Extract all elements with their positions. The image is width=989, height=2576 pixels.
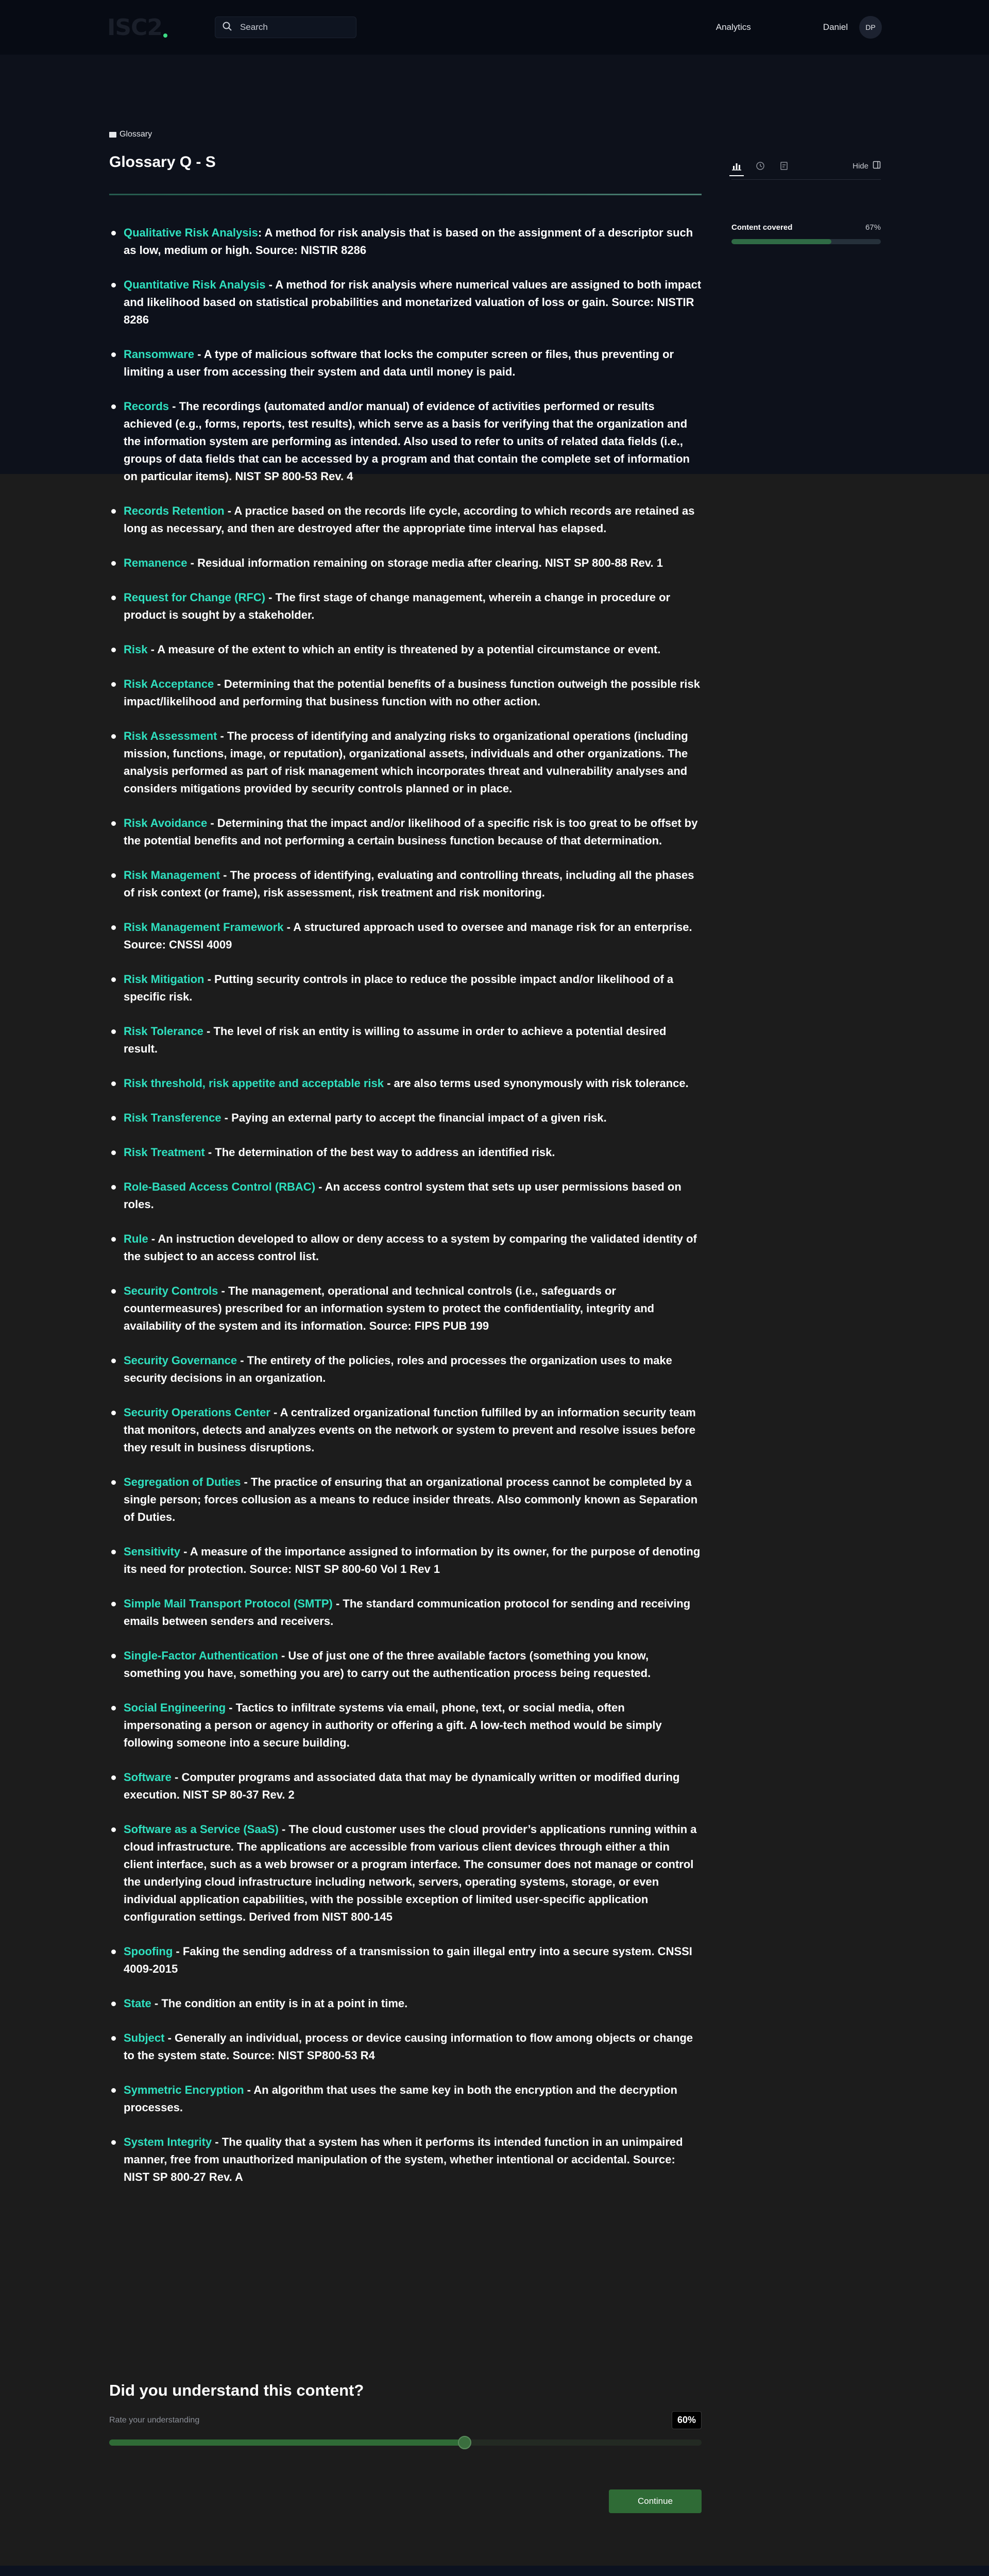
title-divider bbox=[109, 194, 702, 195]
progress-percent: 67% bbox=[865, 223, 881, 232]
glossary-separator: - bbox=[212, 2136, 222, 2148]
glossary-separator: - bbox=[203, 1025, 214, 1038]
breadcrumb[interactable] bbox=[109, 130, 702, 139]
glossary-term: Symmetric Encryption bbox=[124, 2083, 244, 2096]
glossary-entry bbox=[109, 1178, 702, 1213]
glossary-entry bbox=[109, 971, 702, 1006]
glossary-separator: - bbox=[180, 1545, 190, 1558]
glossary-term: Risk bbox=[124, 643, 148, 656]
glossary-term: Rule bbox=[124, 1232, 148, 1245]
search-box[interactable] bbox=[215, 16, 356, 38]
glossary-definition: The management, operational and technical controls (i.e., safeguards or countermeasures) prescribed for an information system to protect the confidentiality, integrity and availability of the system and its information. Source: FIPS PUB 199 bbox=[124, 1284, 655, 1332]
glossary-term: Sensitivity bbox=[124, 1545, 181, 1558]
glossary-separator: - bbox=[270, 1406, 280, 1419]
glossary-entry bbox=[109, 502, 702, 537]
glossary-entry bbox=[109, 554, 702, 572]
glossary-entry bbox=[109, 1699, 702, 1752]
glossary-term: Social Engineering bbox=[124, 1701, 226, 1714]
glossary-separator: - bbox=[187, 556, 198, 569]
progress-label: Content covered bbox=[731, 223, 793, 232]
glossary-separator: - bbox=[151, 1997, 162, 2010]
glossary-separator: - bbox=[204, 973, 215, 986]
glossary-separator: - bbox=[265, 278, 276, 291]
glossary-definition: Putting security controls in place to reduce the possible impact and/or likelihood of a specific risk. bbox=[124, 973, 674, 1003]
glossary-entry bbox=[109, 919, 702, 954]
glossary-definition: A measure of the importance assigned to information by its owner, for the purpose of denoting its need for protection. Source: NIST SP 800-60 Vol 1 Rev 1 bbox=[124, 1545, 701, 1575]
glossary-definition: The standard communication protocol for sending and receiving emails between senders and receivers. bbox=[124, 1597, 691, 1628]
glossary-definition: The condition an entity is in at a point in time. bbox=[161, 1997, 408, 2010]
content-progress-header bbox=[731, 223, 881, 232]
continue-button[interactable]: Continue bbox=[609, 2489, 702, 2513]
glossary-definition: The level of risk an entity is willing to assume in order to achieve a potential desired result. bbox=[124, 1025, 667, 1055]
glossary-definition: A measure of the extent to which an entity is threatened by a potential circumstance or event. bbox=[157, 643, 661, 656]
glossary-definition: An algorithm that uses the same key in both the encryption and the decryption processes. bbox=[124, 2083, 677, 2114]
glossary-separator: - bbox=[147, 643, 158, 656]
glossary-entry bbox=[109, 1230, 702, 1265]
logo-dot bbox=[163, 33, 167, 38]
glossary-term: Role-Based Access Control (RBAC) bbox=[124, 1180, 316, 1193]
glossary-separator: - bbox=[383, 1077, 394, 1090]
glossary-separator: - bbox=[171, 1771, 182, 1784]
glossary-entry bbox=[109, 1075, 702, 1092]
glossary-separator: - bbox=[169, 400, 179, 413]
glossary-definition: Faking the sending address of a transmission to gain illegal entry into a secure system. CNSSI 4009-2015 bbox=[124, 1945, 692, 1975]
glossary-definition: A practice based on the records life cycle, according to which records are retained as long as necessary, and then are destroyed after the appropriate time interval has elapsed. bbox=[124, 504, 695, 535]
glossary-term: Risk Treatment bbox=[124, 1146, 205, 1159]
analytics-link[interactable]: Analytics bbox=[715, 22, 751, 32]
glossary-entry bbox=[109, 1352, 702, 1387]
isc2-logo[interactable] bbox=[107, 14, 167, 41]
glossary-term: Request for Change (RFC) bbox=[124, 591, 265, 604]
glossary-term: Security Controls bbox=[124, 1284, 218, 1297]
glossary-definition: Computer programs and associated data that may be dynamically written or modified during execution. NIST SP 80-37 Rev. 2 bbox=[124, 1771, 680, 1801]
breadcrumb-label: Glossary bbox=[120, 130, 152, 139]
glossary-term: Security Operations Center bbox=[124, 1406, 270, 1419]
rate-value: 60% bbox=[672, 2411, 702, 2429]
notes-icon[interactable] bbox=[779, 161, 789, 171]
glossary-definition: The cloud customer uses the cloud provider’s applications running within a cloud infrastructure. The applications are accessible from various client devices through either a thin client interface, such as a web browser or a program interface. The consumer does not manage or control the underlying cloud infrastructure including network, servers, operating systems, storage, or even individual application capabilities, with the possible exception of limited user-specific application configuration settings. Derived from NIST 800-145 bbox=[124, 1823, 697, 1923]
glossary-entry bbox=[109, 675, 702, 710]
glossary-separator: : bbox=[258, 226, 265, 239]
glossary-entry bbox=[109, 1144, 702, 1161]
glossary-entry bbox=[109, 727, 702, 798]
avatar[interactable]: DP bbox=[859, 16, 882, 39]
collapse-panel-icon bbox=[873, 161, 881, 171]
top-header bbox=[0, 0, 989, 55]
glossary-entry bbox=[109, 1473, 702, 1526]
glossary-term: Risk Transference bbox=[124, 1111, 221, 1124]
glossary-entry bbox=[109, 1282, 702, 1335]
glossary-separator: - bbox=[173, 1945, 183, 1958]
glossary-term: Segregation of Duties bbox=[124, 1476, 241, 1488]
glossary-term: Spoofing bbox=[124, 1945, 173, 1958]
logo-text: ISC2 bbox=[107, 14, 162, 41]
glossary-separator: - bbox=[332, 1597, 343, 1610]
footer bbox=[0, 2566, 989, 2576]
glossary-separator: - bbox=[217, 730, 227, 742]
glossary-term: Risk Mitigation bbox=[124, 973, 204, 986]
rate-label: Rate your understanding bbox=[109, 2415, 200, 2425]
glossary-entry bbox=[109, 1943, 702, 1978]
glossary-entry bbox=[109, 1023, 702, 1058]
glossary-separator: - bbox=[220, 869, 230, 882]
glossary-entry bbox=[109, 346, 702, 381]
glossary-entry bbox=[109, 1995, 702, 2012]
glossary-entry bbox=[109, 1109, 702, 1127]
glossary-definition: Determining that the potential benefits of a business function outweigh the possible risk impact/likelihood and performing that business function with no other action. bbox=[124, 677, 700, 708]
main-content bbox=[109, 130, 702, 2203]
glossary-separator: - bbox=[148, 1232, 158, 1245]
hide-sidebar-button[interactable] bbox=[852, 161, 881, 171]
glossary-term: Risk Management Framework bbox=[124, 921, 284, 934]
glossary-definition: A centralized organizational function fulfilled by an information security team that monitors, detects and analyzes events on the network or system to prevent and resolve issues before they result in business disruptions. bbox=[124, 1406, 696, 1454]
glossary-entry bbox=[109, 1647, 702, 1682]
glossary-term: Records bbox=[124, 400, 169, 413]
glossary-list bbox=[109, 224, 702, 2186]
glossary-term: Risk Tolerance bbox=[124, 1025, 203, 1038]
content-progress-bar bbox=[731, 239, 881, 244]
glossary-definition: An instruction developed to allow or deny access to a system by comparing the validated identity of the subject to an access control list. bbox=[124, 1232, 697, 1263]
glossary-separator: - bbox=[278, 1823, 289, 1836]
glossary-definition: A type of malicious software that locks the computer screen or files, thus preventing or limiting a user from accessing their system and data until money is paid. bbox=[124, 348, 674, 378]
glossary-definition: Tactics to infiltrate systems via email, phone, text, or social media, often impersonating a person or agency in authority or offering a gift. A low-tech method would be simply following someone into a secure building. bbox=[124, 1701, 662, 1749]
glossary-term: Security Governance bbox=[124, 1354, 237, 1367]
glossary-entry bbox=[109, 276, 702, 329]
glossary-definition: Paying an external party to accept the financial impact of a given risk. bbox=[231, 1111, 607, 1124]
glossary-entry bbox=[109, 224, 702, 259]
glossary-term: State bbox=[124, 1997, 151, 2010]
user-name[interactable]: Daniel bbox=[823, 22, 848, 32]
glossary-entry bbox=[109, 2029, 702, 2064]
content-progress-fill bbox=[731, 239, 831, 244]
glossary-definition: The practice of ensuring that an organizational process cannot be completed by a single person; forces collusion as a means to reduce insider threats. Also commonly known as Separation of Duties. bbox=[124, 1476, 698, 1523]
glossary-entry bbox=[109, 2081, 702, 2116]
glossary-term: Risk threshold, risk appetite and acceptable risk bbox=[124, 1077, 384, 1090]
glossary-definition: An access control system that sets up user permissions based on roles. bbox=[124, 1180, 681, 1211]
glossary-separator: - bbox=[226, 1701, 236, 1714]
glossary-term: Simple Mail Transport Protocol (SMTP) bbox=[124, 1597, 333, 1610]
hide-label: Hide bbox=[852, 161, 868, 171]
glossary-term: Risk Assessment bbox=[124, 730, 217, 742]
glossary-separator: - bbox=[244, 2083, 254, 2096]
glossary-term: Subject bbox=[124, 2031, 165, 2044]
glossary-term: Ransomware bbox=[124, 348, 194, 361]
sidebar-divider bbox=[731, 179, 881, 180]
glossary-term: Records Retention bbox=[124, 504, 225, 517]
glossary-separator: - bbox=[278, 1649, 288, 1662]
glossary-term: Qualitative Risk Analysis bbox=[124, 226, 258, 239]
glossary-definition: A structured approach used to oversee and manage risk for an enterprise. Source: CNSSI 4009 bbox=[124, 921, 692, 951]
glossary-term: Risk Management bbox=[124, 869, 220, 882]
glossary-definition: Residual information remaining on storage media after clearing. NIST SP 800-88 Rev. 1 bbox=[197, 556, 663, 569]
glossary-entry bbox=[109, 2133, 702, 2186]
rate-row bbox=[109, 2411, 702, 2429]
glossary-separator: - bbox=[224, 504, 234, 517]
glossary-separator: - bbox=[283, 921, 294, 934]
glossary-entry bbox=[109, 398, 702, 485]
glossary-definition: A method for risk analysis that is based on the assignment of a descriptor such as low, medium or high. Source: NISTIR 8286 bbox=[124, 226, 693, 257]
glossary-entry bbox=[109, 1595, 702, 1630]
slider-fill bbox=[109, 2439, 465, 2446]
glossary-term: Software as a Service (SaaS) bbox=[124, 1823, 279, 1836]
glossary-entry bbox=[109, 1769, 702, 1804]
glossary-term: Risk Avoidance bbox=[124, 817, 208, 829]
glossary-definition: Determining that the impact and/or likelihood of a specific risk is too great to be offset by the potential benefits and not performing a certain business function because of that determination. bbox=[124, 817, 698, 847]
glossary-separator: - bbox=[237, 1354, 247, 1367]
page-body bbox=[0, 55, 989, 2576]
glossary-term: Risk Acceptance bbox=[124, 677, 214, 690]
glossary-entry bbox=[109, 1821, 702, 1926]
glossary-definition: are also terms used synonymously with risk tolerance. bbox=[394, 1077, 689, 1090]
glossary-definition: A method for risk analysis where numerical values are assigned to both impact and likelihood based on statistical probabilities and monetarized valuation of loss or gain. Source: NISTIR 8286 bbox=[124, 278, 702, 326]
glossary-separator: - bbox=[315, 1180, 325, 1193]
glossary-definition: The recordings (automated and/or manual) of evidence of activities performed or results achieved (e.g., forms, reports, test results), which serve as a basis for verifying that the organization and the information system are performing as intended. Also used to refer to units of related data fields (i.e., groups of data fields that can be accessed by a program and that contain the complete set of information on particular items). NIST SP 800-53 Rev. 4 bbox=[124, 400, 690, 483]
search-input[interactable] bbox=[240, 22, 343, 32]
glossary-entry bbox=[109, 867, 702, 902]
glossary-definition: Use of just one of the three available factors (something you know, something you have, something you are) to carry out the authentication process being requested. bbox=[124, 1649, 651, 1680]
glossary-separator: - bbox=[204, 1146, 215, 1159]
glossary-definition: The quality that a system has when it performs its intended function in an unimpaired manner, free from unauthorized manipulation of the system, whether intentional or accidental. Source: NIST SP 800-27 Rev. A bbox=[124, 2136, 683, 2183]
glossary-definition: The determination of the best way to address an identified risk. bbox=[215, 1146, 555, 1159]
glossary-entry bbox=[109, 1543, 702, 1578]
understanding-heading: Did you understand this content? bbox=[109, 2381, 364, 2399]
glossary-definition: The process of identifying, evaluating and controlling threats, including all the phases of risk context (or frame), risk assessment, risk treatment and risk monitoring. bbox=[124, 869, 694, 899]
sidebar bbox=[731, 161, 881, 244]
glossary-definition: The entirety of the policies, roles and processes the organization uses to make security decisions in an organization. bbox=[124, 1354, 672, 1384]
history-icon[interactable] bbox=[755, 161, 765, 171]
folder-icon bbox=[109, 132, 116, 138]
glossary-separator: - bbox=[265, 591, 276, 604]
glossary-term: Single-Factor Authentication bbox=[124, 1649, 278, 1662]
glossary-separator: - bbox=[214, 677, 224, 690]
glossary-separator: - bbox=[194, 348, 204, 361]
glossary-term: Quantitative Risk Analysis bbox=[124, 278, 266, 291]
glossary-separator: - bbox=[218, 1284, 228, 1297]
understanding-section bbox=[109, 2381, 702, 2506]
glossary-definition: Generally an individual, process or device causing information to flow among objects or change to the system state. Source: NIST SP800-53 R4 bbox=[124, 2031, 693, 2062]
glossary-definition: The process of identifying and analyzing risks to organizational operations (including mission, functions, image, or reputation), organizational assets, individuals and other organizations. The analysis performed as part of risk management which incorporates threat and vulnerability analyses and considers mitigations provided by security controls planned or in place. bbox=[124, 730, 688, 795]
glossary-entry bbox=[109, 589, 702, 624]
page-title: Glossary Q - S bbox=[109, 154, 216, 171]
sidebar-toolbar bbox=[731, 161, 881, 171]
understanding-slider[interactable] bbox=[109, 2439, 702, 2446]
glossary-term: System Integrity bbox=[124, 2136, 212, 2148]
glossary-entry bbox=[109, 815, 702, 850]
glossary-separator: - bbox=[221, 1111, 232, 1124]
search-icon bbox=[223, 22, 232, 33]
slider-thumb[interactable] bbox=[458, 2436, 471, 2449]
glossary-separator: - bbox=[207, 817, 217, 829]
chart-icon[interactable] bbox=[731, 161, 742, 171]
glossary-separator: - bbox=[164, 2031, 175, 2044]
glossary-term: Remanence bbox=[124, 556, 187, 569]
glossary-definition: The first stage of change management, wherein a change in procedure or product is sought by a stakeholder. bbox=[124, 591, 671, 621]
header-right bbox=[716, 16, 882, 39]
glossary-separator: - bbox=[241, 1476, 251, 1488]
glossary-entry bbox=[109, 1404, 702, 1456]
glossary-entry bbox=[109, 641, 702, 658]
glossary-term: Software bbox=[124, 1771, 172, 1784]
